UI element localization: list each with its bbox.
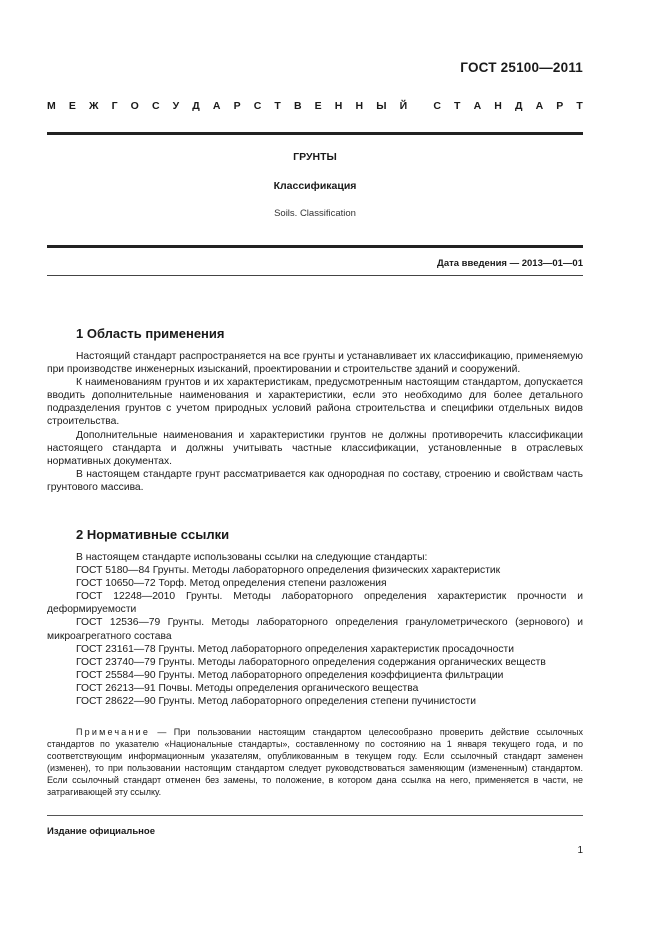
banner-letter: Е bbox=[68, 100, 76, 112]
official-edition-label: Издание официальное bbox=[47, 826, 155, 837]
banner-letter: В bbox=[293, 100, 302, 112]
paragraph: Дополнительные наименования и характеристики грунтов не должны противоречить классификации настоящего стандарта и должны учитывать частные классификации, установленные в отраслевых нормативных документах. bbox=[47, 429, 583, 467]
banner-letter: Й bbox=[399, 100, 408, 112]
document-number: ГОСТ 25100—2011 bbox=[460, 60, 583, 75]
references-note bbox=[47, 726, 583, 798]
banner-letter: Д bbox=[514, 100, 523, 112]
section-1-body bbox=[47, 350, 583, 494]
paragraph: К наименованиям грунтов и их характеристикам, предусмотренным настоящим стандартом, допускается вводить дополнительные наименования и характеристики, если это необходимо для более детального подразделения грунтов с учетом природных условий района строительства и специфики отдельных видов строительства. bbox=[47, 377, 583, 428]
note-text: — При пользовании настоящим стандартом целесообразно проверить действие ссылочных стандартов по указателю «Национальные стандарты», составленному по состоянию на 1 января текущего года, и по соответствующим информационным указателям, опубликованным в текущем году. Если ссылочный стандарт заменен (изменен), то при пользовании настоящим стандартом следует руководствоваться заменяющим (измененным) стандартом. Если ссылочный стандарт отменен без замены, то положение, в котором дана ссылка на него, применяется в части, не затрагивающей эту ссылку. bbox=[47, 727, 583, 797]
note-label: Примечание bbox=[76, 727, 151, 737]
interstate-standard-banner bbox=[47, 100, 583, 112]
banner-letter: С bbox=[151, 100, 160, 112]
reference-item: ГОСТ 25584—90 Грунты. Метод лабораторного определения коэффициента фильтрации bbox=[76, 669, 504, 681]
standard-title-english: Soils. Classification bbox=[274, 208, 356, 219]
banner-letter: А bbox=[473, 100, 482, 112]
paragraph: Настоящий стандарт распространяется на все грунты и устанавливает их классификацию, применяемую при производстве инженерных изысканий, проектировании и строительстве зданий и сооружений. bbox=[47, 351, 583, 376]
banner-letter: О bbox=[130, 100, 139, 112]
footer-rule bbox=[47, 815, 583, 816]
paragraph: В настоящем стандарте грунт рассматривается как однородная по составу, строению и свойствам часть грунтового массива. bbox=[47, 468, 583, 493]
reference-item: ГОСТ 12248—2010 Грунты. Методы лабораторного определения характеристик прочности и деформируемости bbox=[47, 591, 583, 616]
reference-item: ГОСТ 23161—78 Грунты. Метод лабораторного определения характеристик просадочности bbox=[76, 643, 514, 655]
banner-letter: Ж bbox=[88, 100, 99, 112]
banner-letter: А bbox=[535, 100, 544, 112]
banner-letter: А bbox=[212, 100, 221, 112]
page-number: 1 bbox=[577, 845, 583, 856]
banner-letter: Т bbox=[576, 100, 583, 112]
banner-letter: Г bbox=[111, 100, 118, 112]
banner-letter: М bbox=[47, 100, 56, 112]
banner-letter: Т bbox=[274, 100, 281, 112]
standard-subtitle: Классификация bbox=[273, 180, 357, 192]
section-2-heading: 2 Нормативные ссылки bbox=[76, 527, 230, 542]
title-rule bbox=[47, 245, 583, 248]
reference-item: ГОСТ 5180—84 Грунты. Методы лабораторного определения физических характеристик bbox=[76, 565, 501, 577]
banner-letter: Р bbox=[556, 100, 564, 112]
reference-item: ГОСТ 12536—79 Грунты. Методы лабораторного определения гранулометрического (зернового) и микроагрегатного состава bbox=[47, 617, 583, 642]
banner-letter: Д bbox=[192, 100, 200, 112]
banner-letter: С bbox=[433, 100, 441, 112]
banner-letter: У bbox=[172, 100, 180, 112]
date-rule bbox=[47, 275, 583, 276]
banner-letter: Н bbox=[334, 100, 343, 112]
reference-item: ГОСТ 10650—72 Торф. Метод определения степени разложения bbox=[76, 578, 387, 590]
document-page bbox=[47, 0, 583, 936]
section-1-heading: 1 Область применения bbox=[76, 326, 225, 341]
banner-letter: Ы bbox=[376, 100, 387, 112]
banner-letter: Е bbox=[314, 100, 322, 112]
banner-letter: Р bbox=[233, 100, 241, 112]
section-2-body bbox=[47, 551, 583, 708]
banner-letter: Н bbox=[494, 100, 502, 112]
banner-letter: С bbox=[253, 100, 262, 112]
banner-letter: Т bbox=[454, 100, 461, 112]
reference-item: ГОСТ 23740—79 Грунты. Методы лабораторного определения содержания органических веществ bbox=[76, 656, 546, 668]
reference-item: ГОСТ 28622—90 Грунты. Метод лабораторного определения степени пучинистости bbox=[76, 696, 476, 708]
introduction-date: Дата введения — 2013—01—01 bbox=[437, 258, 583, 269]
standard-title: ГРУНТЫ bbox=[293, 151, 337, 163]
header-rule bbox=[47, 132, 583, 135]
reference-item: ГОСТ 26213—91 Почвы. Методы определения органического вещества bbox=[76, 682, 419, 694]
references-intro: В настоящем стандарте использованы ссылки на следующие стандарты: bbox=[76, 552, 428, 563]
banner-letter: Н bbox=[355, 100, 364, 112]
